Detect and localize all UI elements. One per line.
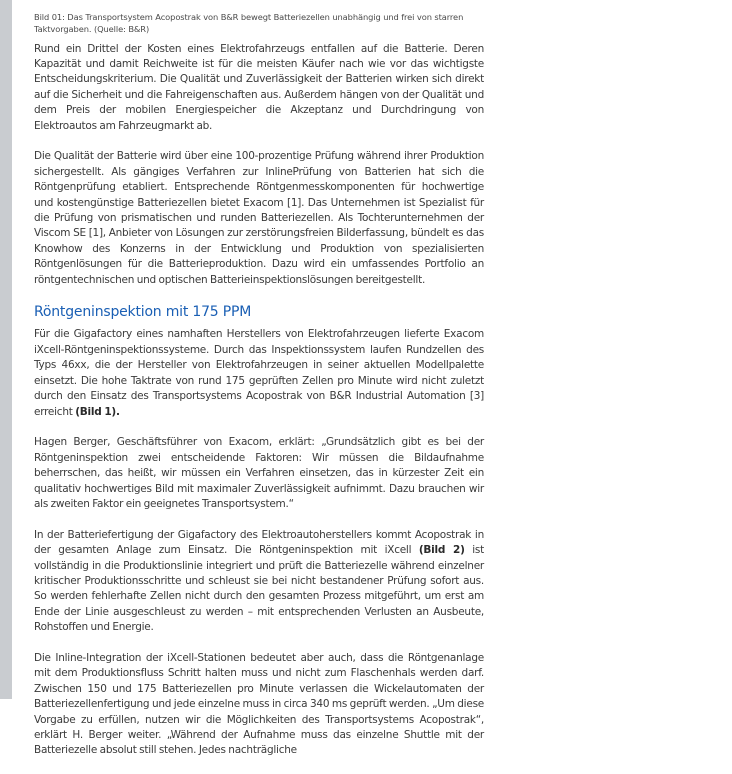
section-heading: Röntgeninspektion mit 175 PPM	[34, 304, 252, 321]
paragraph-gigafactory-text: Für die Gigafactory eines namhaften Herstellers von Elektrofahrzeugen lieferte Exacom iXcell-Röntgeninspektionssysteme. Durch das Inspektionssystem laufen Rundzellen des Typs 46xx, die der Hersteller von Elektrofahrzeugen in seiner aktuellen Modellpalette einsetzt. Die hohe Taktrate von rund 175 geprüften Zellen pro Minute wird nicht zuletzt durch den Einsatz des Transportsystems Acopostrak von B&R Industrial Automation [3] erreicht	[34, 328, 484, 418]
figure-reference-2: (Bild 2)	[418, 544, 465, 557]
paragraph-gigafactory	[34, 327, 484, 419]
paragraph-intro: Rund ein Drittel der Kosten eines Elektrofahrzeugs entfallen auf die Batterie. Deren Kapazität und damit Reichweite ist für die meisten Käufer nach wie vor das wichtigste Entscheidungskriterium. Die Qualität und Zuverlässigkeit der Batterien wirken sich direkt auf die Sicherheit und die Fahreigenschaften aus. Außerdem hängen von der Qualität und dem Preis der mobilen Energiespeicher die Akzeptanz und Durchdringung von Elektroautos am Fahrzeugmarkt ab.	[34, 42, 484, 132]
paragraph-battery-production-b: ist vollständig in die Produktionslinie integriert und prüft die Batteriezelle während einzelner kritischer Produktionsschritte und schleust sie bei nicht bestandener Prüfung sofort aus. So werden fehlerhafte Zellen nicht durch den gesamten Prozess mitgeführt, um erst am Ende der Linie ausgeschleust zu werden – mit entsprechenden Verlusten an Ausbeute, Rohstoffen und Energie.	[34, 544, 484, 634]
paragraph-battery-production	[34, 528, 484, 636]
article-column	[34, 11, 484, 774]
paragraph-quote: Hagen Berger, Geschäftsführer von Exacom, erklärt: „Grundsätzlich gibt es bei der Röntgeninspektion zwei entscheidende Faktoren: Wir müssen die Bildaufnahme beherrschen, das heißt, wir müssen ein Verfahren einsetzen, das in kürzester Zeit ein qualitativ hochwertiges Bild mit maximaler Zuverlässigkeit aufnimmt. Dazu brauchen wir als zweiten Faktor ein geeignetes Transportsystem.“	[34, 436, 484, 510]
paragraph-inline-integration: Die Inline-Integration der iXcell-Stationen bedeutet aber auch, dass die Röntgenanlage mit dem Produktionsfluss Schritt halten muss und nicht zum Flaschenhals werden darf. Zwischen 150 und 175 Batteriezellen pro Minute verlassen die Wickelautomaten der Batteriezellenfertigung und jede einzelne muss in circa 340 ms geprüft werden. „Um diese Vorgabe zu erfüllen, nutzen wir die Möglichkeiten des Transportsystems Acopostrak“, erklärt H. Berger weiter. „Während der Aufnahme muss das einzelne Shuttle mit der Batteriezelle absolut still stehen. Jedes nachträgliche	[34, 651, 484, 757]
figure-reference-1: (Bild 1).	[75, 405, 120, 418]
figure-caption: Bild 01: Das Transportsystem Acopostrak von B&R bewegt Batteriezellen unabhängig und frei von starren Taktvorgaben. (Quelle: B&R)	[34, 12, 464, 35]
paragraph-battery-production-a: In der Batteriefertigung der Gigafactory des Elektroautoherstellers kommt Acopostrak in der gesamten Anlage zum Einsatz. Die Röntgeninspektion mit iXcell	[34, 528, 484, 557]
left-margin-bar	[0, 0, 12, 699]
paragraph-quality: Die Qualität der Batterie wird über eine 100-prozentige Prüfung während ihrer Produktion sichergestellt. Als gängiges Verfahren zur InlinePrüfung von Batterien hat sich die Röntgenprüfung etabliert. Entsprechende Röntgenmesskomponenten für hochwertige und kostengünstige Batteriezellen bietet Exacom [1]. Das Unternehmen ist Spezialist für die Prüfung von prismatischen und runden Batteriezellen. Als Tochterunternehmen der Viscom SE [1], Anbieter von Lösungen zur zerstörungsfreien Bilderfassung, bündelt es das Knowhow des Konzerns in der Entwicklung und Produktion von spezialisierten Röntgenlösungen für die Batterieproduktion. Dazu wird ein umfassendes Portfolio an röntgentechnischen und optischen Batterieinspektionslösungen bereitgestellt.	[34, 150, 484, 286]
